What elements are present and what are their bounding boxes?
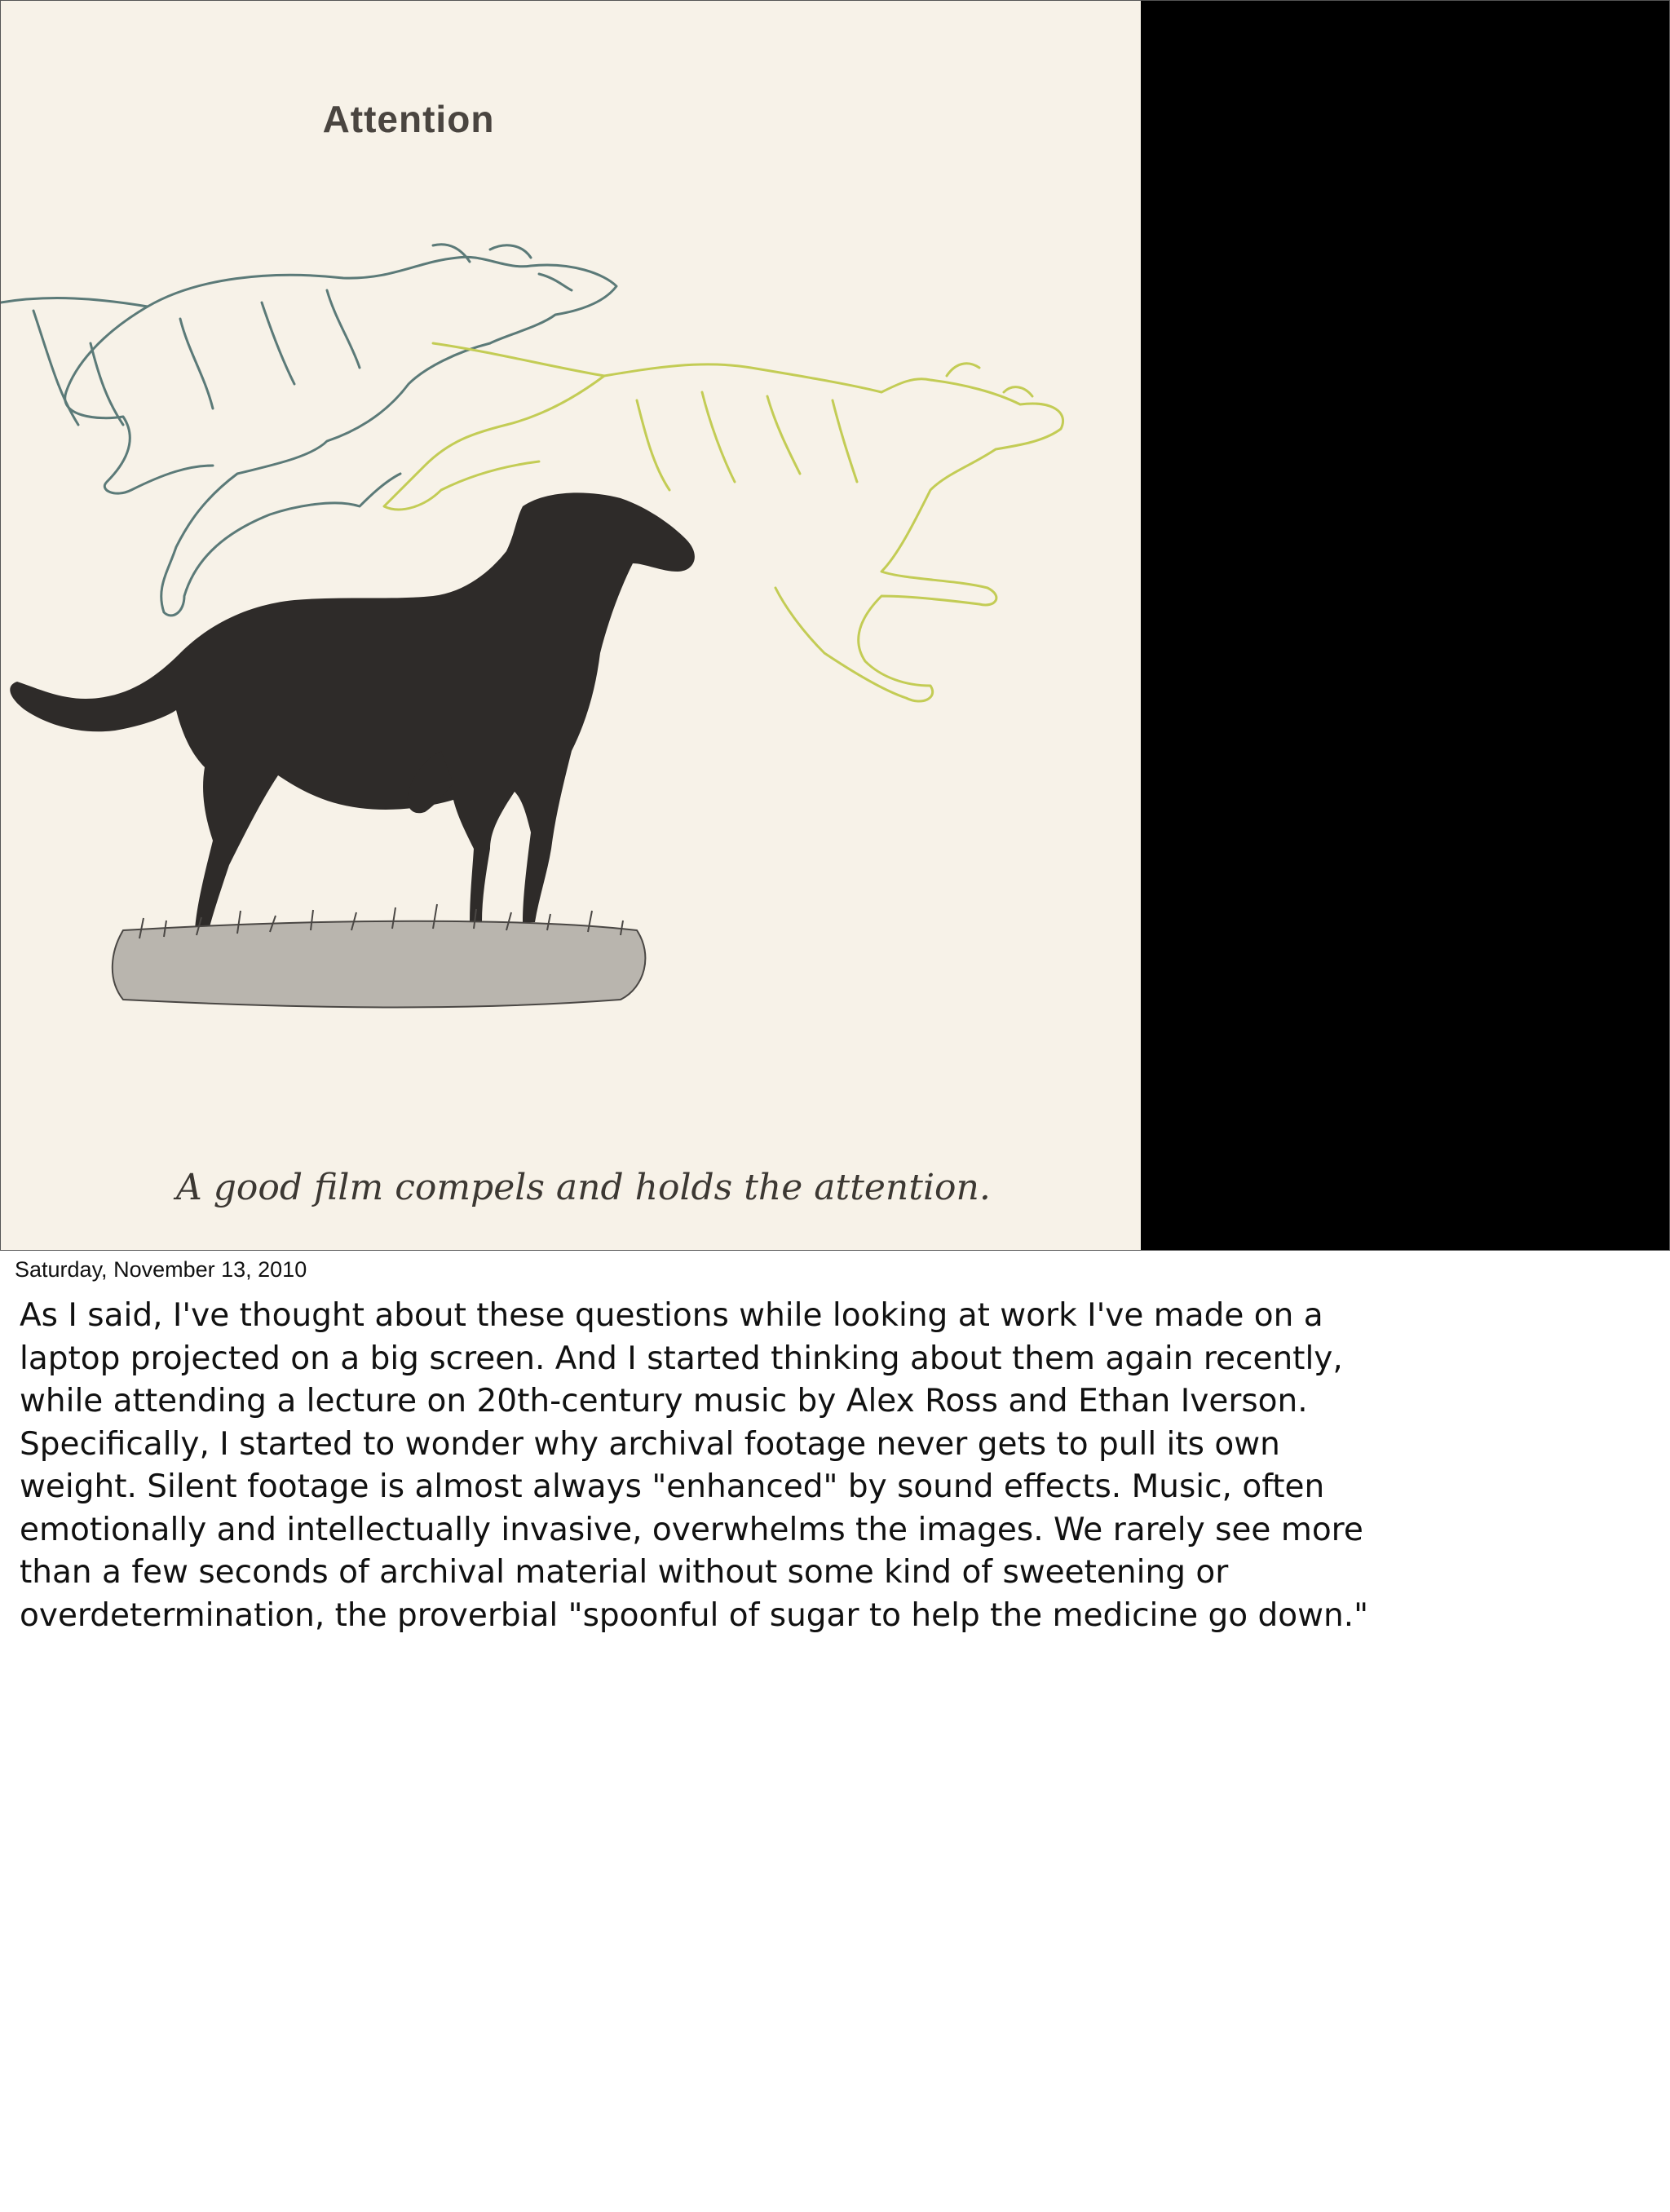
slide-title: Attention (322, 98, 495, 140)
notes-line: Specifically, I started to wonder why archival footage never gets to pull its own (20, 1425, 1280, 1463)
grass (113, 904, 646, 1007)
slide-image (1, 1, 1141, 1250)
notes-line: weight. Silent footage is almost always "enhanced" by sound effects. Music, often (20, 1468, 1325, 1505)
slide-caption: A good film compels and holds the attention. (176, 1167, 991, 1208)
notes-line: overdetermination, the proverbial "spoonful of sugar to help the medicine go down." (20, 1596, 1369, 1634)
slide-date: Saturday, November 13, 2010 (15, 1257, 307, 1282)
notes-line: while attending a lecture on 20th-century music by Alex Ross and Ethan Iverson. (20, 1383, 1308, 1419)
notes-line: As I said, I've thought about these questions while looking at work I've made on a (20, 1297, 1323, 1334)
notes-line: emotionally and intellectually invasive, overwhelms the images. We rarely see more (20, 1511, 1363, 1548)
speaker-notes (20, 1295, 1642, 1637)
dog-illustration-icon (1, 229, 1141, 1028)
notes-line: laptop projected on a big screen. And I started thinking about them again recently, (20, 1340, 1343, 1377)
notes-line: than a few seconds of archival material without some kind of sweetening or (20, 1554, 1229, 1591)
dark-dog (10, 492, 695, 930)
